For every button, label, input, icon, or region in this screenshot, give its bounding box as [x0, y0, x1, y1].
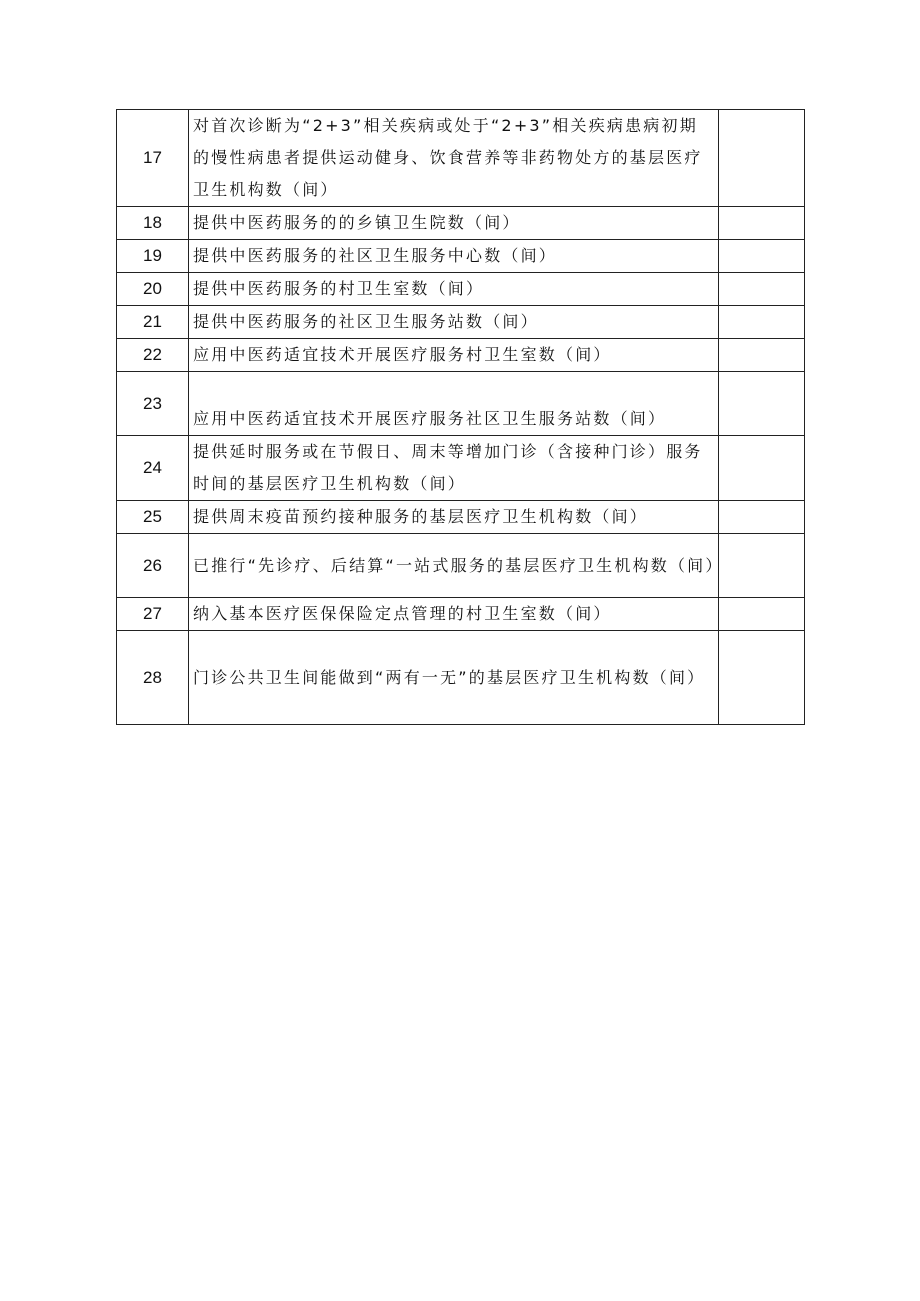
row-description: 应用中医药适宜技术开展医疗服务社区卫生服务站数（间） [189, 372, 719, 436]
row-number: 23 [117, 372, 189, 436]
row-value-cell[interactable] [719, 631, 805, 725]
row-description: 提供中医药服务的村卫生室数（间） [189, 273, 719, 306]
table-row [117, 240, 805, 273]
row-value-cell[interactable] [719, 501, 805, 534]
row-value-cell[interactable] [719, 372, 805, 436]
row-value-cell[interactable] [719, 207, 805, 240]
table-row [117, 631, 805, 725]
table-row [117, 339, 805, 372]
table-row [117, 207, 805, 240]
row-number: 19 [117, 240, 189, 273]
table-row [117, 598, 805, 631]
row-value-cell[interactable] [719, 339, 805, 372]
table-row [117, 501, 805, 534]
row-number: 27 [117, 598, 189, 631]
row-description: 纳入基本医疗医保保险定点管理的村卫生室数（间） [189, 598, 719, 631]
row-number: 20 [117, 273, 189, 306]
row-number: 21 [117, 306, 189, 339]
row-description: 对首次诊断为“2+3”相关疾病或处于“2+3”相关疾病患病初期的慢性病患者提供运动健身、饮食营养等非药物处方的基层医疗卫生机构数（间） [189, 110, 719, 207]
row-number: 22 [117, 339, 189, 372]
row-description: 应用中医药适宜技术开展医疗服务村卫生室数（间） [189, 339, 719, 372]
row-description: 门诊公共卫生间能做到“两有一无”的基层医疗卫生机构数（间） [189, 631, 719, 725]
row-description: 提供中医药服务的的乡镇卫生院数（间） [189, 207, 719, 240]
table-row [117, 534, 805, 598]
row-number: 17 [117, 110, 189, 207]
row-number: 25 [117, 501, 189, 534]
row-value-cell[interactable] [719, 436, 805, 501]
row-value-cell[interactable] [719, 306, 805, 339]
row-description: 已推行“先诊疗、后结算“一站式服务的基层医疗卫生机构数（间） [189, 534, 719, 598]
row-description: 提供中医药服务的社区卫生服务站数（间） [189, 306, 719, 339]
row-number: 28 [117, 631, 189, 725]
table-row [117, 273, 805, 306]
table-row [117, 110, 805, 207]
indicator-table [116, 109, 805, 725]
row-description: 提供延时服务或在节假日、周末等增加门诊（含接种门诊）服务时间的基层医疗卫生机构数（间） [189, 436, 719, 501]
row-number: 26 [117, 534, 189, 598]
row-description: 提供中医药服务的社区卫生服务中心数（间） [189, 240, 719, 273]
row-value-cell[interactable] [719, 273, 805, 306]
row-value-cell[interactable] [719, 534, 805, 598]
table-row [117, 436, 805, 501]
table-row [117, 372, 805, 436]
row-number: 24 [117, 436, 189, 501]
row-description: 提供周末疫苗预约接种服务的基层医疗卫生机构数（间） [189, 501, 719, 534]
row-value-cell[interactable] [719, 110, 805, 207]
row-value-cell[interactable] [719, 240, 805, 273]
row-value-cell[interactable] [719, 598, 805, 631]
table-row [117, 306, 805, 339]
row-number: 18 [117, 207, 189, 240]
